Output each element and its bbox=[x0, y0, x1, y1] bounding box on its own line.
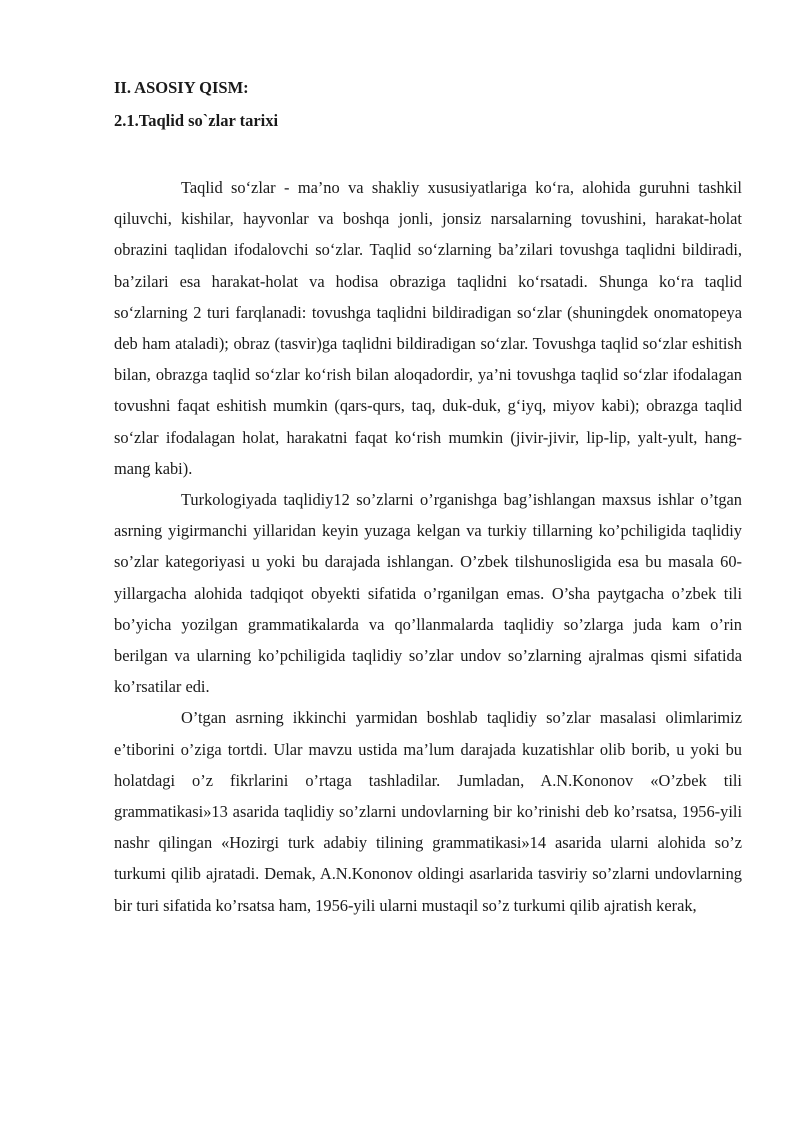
section-heading: II. ASOSIY QISM: bbox=[114, 78, 249, 97]
document-page bbox=[114, 72, 742, 921]
subsection-heading: 2.1.Taqlid so`zlar tarixi bbox=[114, 111, 279, 130]
paragraph-1: Taqlid so‘zlar - ma’no va shakliy xususiyatlariga ko‘ra, alohida guruhni tashkil qiluvchi, kishilar, hayvonlar va boshqa jonli, jonsiz narsalarning tovushini, harakat-holat obrazini taqlidan ifodalovchi so‘zlar. Taqlid so‘zlarning ba’zilari tovushga taqlidni bildiradi, ba’zilari esa harakat-holat va hodisa obraziga taqlidni ko‘rsatadi. Shunga ko‘ra taqlid so‘zlarning 2 turi farqlanadi: tovushga taqlidni bildiradigan so‘zlar (shuningdek onomatopeya deb ham ataladi); obraz (tasvir)ga taqlidni bildiradigan so‘zlar. Tovushga taqlid so‘zlar eshitish bilan, obrazga taqlid so‘zlar ko‘rish bilan aloqadordir, ya’ni tovushga taqlid so‘zlar ifodalagan tovushni faqat eshitish mumkin (qars-qurs, taq, duk-duk, g‘iyq, miyov kabi); obrazga taqlid so‘zlar ifodalagan holat, harakatni faqat ko‘rish mumkin (jivir-jivir, lip-lip, yalt-yult, hang-mang kabi). bbox=[114, 178, 742, 478]
body-text bbox=[114, 172, 742, 921]
paragraph-3: O’tgan asrning ikkinchi yarmidan boshlab taqlidiy so’zlar masalasi olimlarimiz e’tiborini o’ziga tortdi. Ular mavzu ustida ma’lum darajada kuzatishlar olib borib, u yoki bu holatdagi o’z fikrlarini o’rtaga tashladilar. Jumladan, A.N.Kononov «O’zbek tili grammatikasi»13 asarida taqlidiy so’zlarni undovlarning bir ko’rinishi deb ko’rsatsa, 1956-yili nashr qilingan «Hozirgi turk adabiy tilining grammatikasi»14 asarida ularni alohida so’z turkumi qilib ajratadi. Demak, A.N.Kononov oldingi asarlarida tasviriy so’zlarni undovlarning bir turi sifatida ko’rsatsa ham, 1956-yili ularni mustaqil so’z turkumi qilib ajratish kerak, bbox=[114, 708, 742, 915]
paragraph-2: Turkologiyada taqlidiy12 so’zlarni o’rganishga bag’ishlangan maxsus ishlar o’tgan asrning yigirmanchi yillaridan keyin yuzaga kelgan va turkiy tillarning ko’pchiligida taqlidiy so’zlar kategoriyasi u yoki bu darajada ishlangan. O’zbek tilshunosligida esa bu masala 60-yillargacha alohida tadqiqot obyekti sifatida o’rganilgan emas. O’sha paytgacha o’zbek tili bo’yicha yozilgan grammatikalarda va qo’llanmalarda taqlidiy so’zlarga juda kam o’rin berilgan va ularning ko’pchiligida taqlidiy so’zlar undov so’zlarning ajralmas qismi sifatida ko’rsatilar edi. bbox=[114, 490, 742, 697]
